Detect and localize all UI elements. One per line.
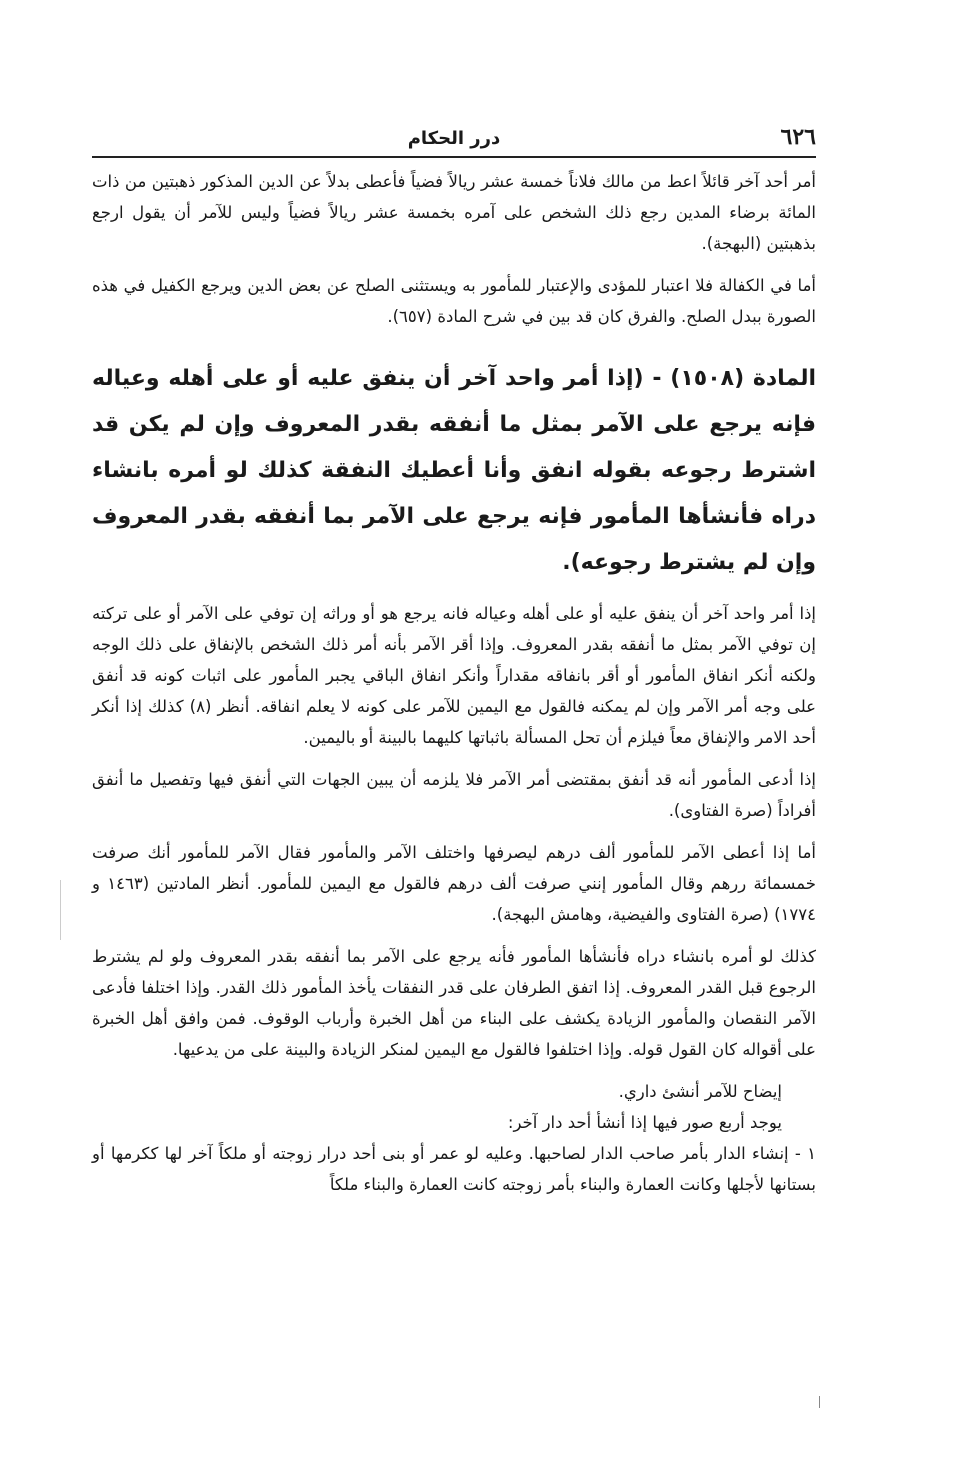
article-text: المادة (١٥٠٨) - (إذا أمر واحد آخر أن ينفق عليه أو على أهله وعياله فإنه يرجع على الآمر بمثل ما أنفقه بقدر المعروف وإن لم يكن قد اشترط رجوعه بقوله انفق وأنا أعطيك النفقة كذلك لو أمره بانشاء دراه فأنشأها المأمور فإنه يرجع على الآمر بما أنفقه بقدر المعروف وإن لم يشترط رجوعه). [92, 366, 816, 575]
page-body [92, 166, 816, 1200]
running-title: درر الحكام [407, 128, 501, 149]
explanation-heading: إيضاح للآمر أنشئ داري. [618, 1082, 782, 1101]
explanation-item: ١ - إنشاء الدار بأمر صاحب الدار لصاحبها. وعليه لو عمر أو بنى أحد درار زوجته أو ملكاً آخر لها ككرمها أو بستانها لأجلها وكانت العمارة والبناء بأمر زوجته كانت العمارة والبناء ملكاً [92, 1144, 816, 1194]
commentary-paragraph: إذا أدعى المأمور أنه قد أنفق بمقتضى أمر الآمر فلا يلزمه أن يبين الجهات التي أنفق فيها وتفصيل ما أنفق أفراداً (صرة الفتاوى). [92, 770, 816, 820]
paragraph: أمر أحد آخر قائلاً اعط من مالك فلاناً خمسة عشر ريالاً فضياً فأعطى بدلاً عن الدين المذكور ذهبتين من ذات المائة برضاء المدين رجع ذلك الشخص على آمره بخمسة عشر ريالاً فضياً وليس للآمر أن يقول ارجع بذهبتين (البهجة). [92, 172, 816, 253]
commentary-paragraph: إذا أمر واحد آخر أن ينفق عليه أو على أهله وعياله فانه يرجع هو أو وراثه إن توفي على الآمر أو على تركته إن توفي الآمر بمثل ما أنفقه بقدر المعروف. وإذا أقر الآمر بأنه أمر ذلك الشخص بالإنفاق على ذلك الوجه ولكنه أنكر انفاق المأمور أو أقر بانفاقه مقداراً وأنكر انفاق الباقي يجبر المأمور على اثبات كونه قد أنفق على وجه أمر الآمر وإن لم يمكنه فالقول مع اليمين للآمر على كونه لا يعلم انفاقه. أنظر (٨) كذلك إذا أنكر أحد الامر والإنفاق معاً فيلزم أن تحل المسألة باثباتها كليهما بالبينة أو باليمين. [92, 604, 816, 747]
commentary-paragraph: كذلك لو أمره بانشاء دراه فأنشأها المأمور فأنه يرجع على الآمر بما أنفقه بقدر المعروف ولو لم يشترط الرجوع قبل القدر المعروف. إذا اتفق الطرفان على قدر النفقات يأخذ المأمور ذلك القدر. وإذا اختلفا فأدعى الآمر النقصان والمأمور الزيادة يكشف على البناء من أهل الخبرة وأرباب الوقوف. فمن وافق أهل الخبرة على أقواله كان القول قوله. وإذا اختلفوا فالقول مع اليمين لمنكر الزيادة والبينة على من يدعيها. [92, 947, 816, 1059]
commentary-paragraph: أما إذا أعطى الآمر للمأمور ألف درهم ليصرفها واختلف الآمر والمأمور فقال الآمر للمأمور أنك صرفت خمسمائة ررهم وقال المأمور إنني صرفت ألف درهم فالقول مع اليمين للمأمور. أنظر المادتين (١٤٦٣ و ١٧٧٤) (صرة الفتاوى والفيضية، وهامش البهجة). [92, 843, 816, 924]
page-number: ٦٢٦ [780, 124, 816, 150]
page-header [92, 120, 816, 158]
explanation-intro: يوجد أربع صور فيها إذا أنشأ أحد دار آخر: [507, 1113, 782, 1132]
margin-tick [60, 880, 61, 940]
paragraph: أما في الكفالة فلا اعتبار للمؤدى والإعتبار للمأمور به ويستثنى الصلح عن بعض الدين ويرجع الكفيل في هذه الصورة ببدل الصلح. والفرق كان قد بين في شرح المادة (٦٥٧). [92, 276, 816, 326]
scan-mark [819, 1396, 820, 1408]
book-page [92, 120, 816, 1211]
